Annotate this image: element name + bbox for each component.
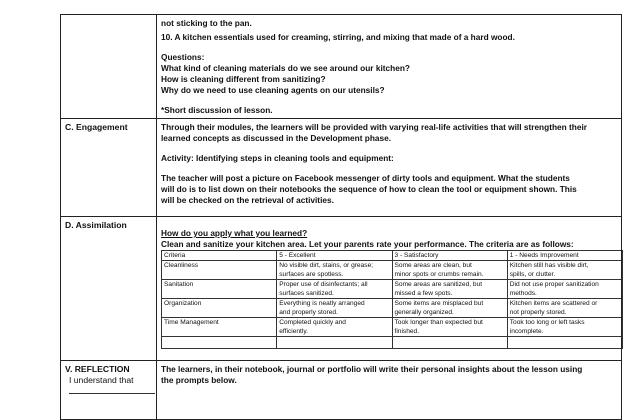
rubric-row — [162, 261, 623, 280]
rubric-cell: Kitchen still has visible dirt, spills, or clutter. — [507, 261, 622, 280]
assimilation-row — [61, 217, 622, 361]
text-line: the prompts below. — [161, 375, 237, 385]
questions-heading: Questions: — [161, 52, 205, 62]
reflection-content — [157, 361, 622, 420]
blank-left-cell — [61, 15, 157, 119]
text-line: will do is to list down on their notebooks the sequence of how to clean the tool or equipment shown. This — [161, 184, 577, 194]
engagement-content — [157, 119, 622, 217]
rubric-table — [161, 250, 623, 349]
text-line: Through their modules, the learners will be provided with varying real-life activities that will strengthen their — [161, 122, 587, 132]
activity-title: Activity: Identifying steps in cleaning tools and equipment: — [161, 153, 394, 163]
reflection-label-cell — [61, 361, 157, 420]
elaboration-row — [61, 15, 622, 119]
text-line: The learners, in their notebook, journal or portfolio will write their personal insights about the lesson using — [161, 364, 583, 374]
rubric-criteria: Time Management — [162, 318, 277, 337]
assimilation-question: How do you apply what you learned? — [161, 228, 308, 238]
rubric-header: Criteria — [162, 251, 277, 261]
rubric-header: 1 - Needs Improvement — [507, 251, 622, 261]
question-item: What kind of cleaning materials do we see around our kitchen? — [161, 63, 410, 73]
lesson-plan-table — [60, 14, 622, 420]
rubric-cell: Took too long or left tasks incomplete. — [507, 318, 622, 337]
text-line: 10. A kitchen essentials used for creaming, stirring, and mixing that made of a hard wood. — [161, 32, 515, 42]
assimilation-content — [157, 217, 622, 361]
text-line: learned concepts as discussed in the Development phase. — [161, 133, 392, 143]
rubric-cell: Completed quickly and efficiently. — [277, 318, 392, 337]
rubric-row — [162, 318, 623, 337]
rubric-cell: Everything is neatly arranged and properly stored. — [277, 299, 392, 318]
rubric-cell: Some areas are sanitized, but missed a few spots. — [392, 280, 507, 299]
rubric-cell: Proper use of disinfectants; all surfaces sanitized. — [277, 280, 392, 299]
reflection-prompt: I understand that — [69, 375, 134, 385]
rubric-cell: No visible dirt, stains, or grease; surfaces are spotless. — [277, 261, 392, 280]
rubric-cell: Some areas are clean, but minor spots or crumbs remain. — [392, 261, 507, 280]
reflection-label: V. REFLECTION — [65, 364, 130, 374]
rubric-header: 5 - Excellent — [277, 251, 392, 261]
rubric-cell: Some items are misplaced but generally organized. — [392, 299, 507, 318]
assimilation-instruction: Clean and sanitize your kitchen area. Let your parents rate your performance. The criteria are as follows: — [161, 239, 574, 249]
rubric-cell: Kitchen items are scattered or not properly stored. — [507, 299, 622, 318]
rubric-empty-row — [162, 337, 623, 349]
rubric-cell: Did not use proper sanitization methods. — [507, 280, 622, 299]
rubric-criteria: Organization — [162, 299, 277, 318]
rubric-criteria: Cleanliness — [162, 261, 277, 280]
discussion-note: *Short discussion of lesson. — [161, 105, 273, 115]
rubric-row — [162, 299, 623, 318]
rubric-criteria: Sanitation — [162, 280, 277, 299]
rubric-row — [162, 280, 623, 299]
blank-answer-line — [69, 393, 155, 394]
text-line: will be checked on the retrieval of activities. — [161, 195, 334, 205]
engagement-label: C. Engagement — [61, 119, 157, 217]
assimilation-label: D. Assimilation — [61, 217, 157, 361]
text-line: The teacher will post a picture on Facebook messenger of dirty tools and equipment. What the students — [161, 173, 570, 183]
rubric-header-row — [162, 251, 623, 261]
question-item: How is cleaning different from sanitizing? — [161, 74, 326, 84]
question-item: Why do we need to use cleaning agents on our utensils? — [161, 85, 385, 95]
rubric-cell: Took longer than expected but finished. — [392, 318, 507, 337]
engagement-row — [61, 119, 622, 217]
elaboration-content — [157, 15, 622, 119]
reflection-row — [61, 361, 622, 420]
text-line: not sticking to the pan. — [161, 18, 252, 28]
rubric-header: 3 - Satisfactory — [392, 251, 507, 261]
